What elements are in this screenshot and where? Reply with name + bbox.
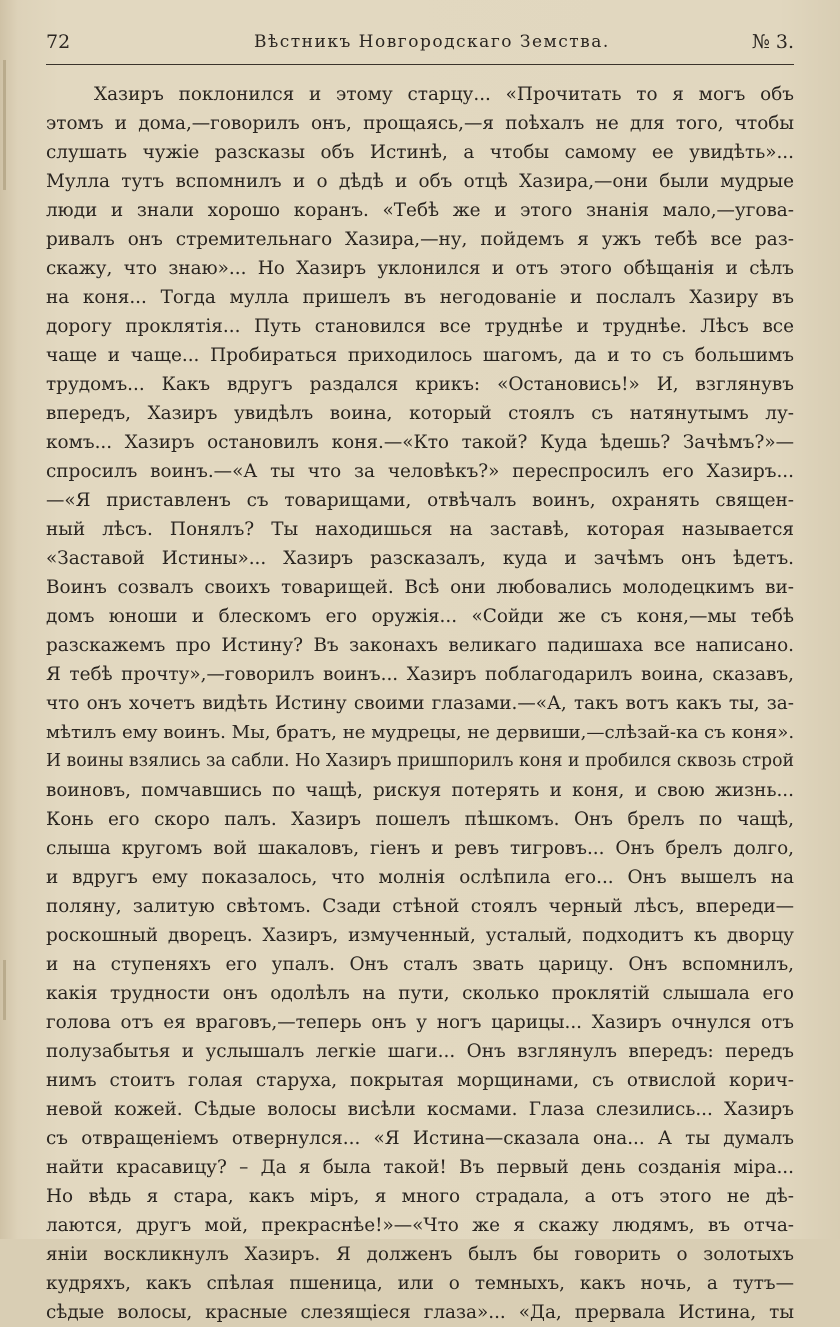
text-line: скажу, что знаю»... Но Хазиръ уклонился и отъ этого обѣщанія и сѣлъ: [46, 258, 794, 279]
text-line: комъ... Хазиръ остановилъ коня.—«Кто такой? Куда ѣдешь? Зачѣмъ?»—: [46, 432, 794, 453]
text-line: трудомъ... Какъ вдругъ раздался крикъ: «Остановись!» И, взглянувъ: [46, 374, 794, 395]
text-line: невой кожей. Сѣдые волосы висѣли космами. Глаза слезились... Хазиръ: [46, 1099, 794, 1120]
text-line: впередъ, Хазиръ увидѣлъ воина, который стоялъ съ натянутымъ лу-: [46, 403, 794, 424]
text-line: этомъ и дома,—говорилъ онъ, прощаясь,—я поѣхалъ не для того, чтобы: [46, 113, 794, 134]
text-line: слушать чужіе разсказы объ Истинѣ, а чтобы самому ее увидѣть»...: [46, 142, 794, 163]
text-line: на коня... Тогда мулла пришелъ въ негодованіе и послалъ Хазиру въ: [46, 287, 794, 308]
text-line: что онъ хочетъ видѣть Истину своими глазами.—«А, такъ вотъ какъ ты, за-: [46, 693, 794, 714]
text-line: чаще и чаще... Пробираться приходилось шагомъ, да и то съ большимъ: [46, 345, 794, 366]
text-line: Я тебѣ прочту»,—говорилъ воинъ... Хазиръ поблагодарилъ воина, сказавъ,: [46, 664, 794, 685]
text-line: роскошный дворецъ. Хазиръ, измученный, усталый, подходитъ къ дворцу: [46, 925, 794, 946]
header-rule: [46, 64, 794, 65]
text-line: яніи воскликнулъ Хазиръ. Я долженъ былъ бы говорить о золотыхъ: [46, 1244, 794, 1265]
text-line: ривалъ онъ стремительнаго Хазира,—ну, пойдемъ я ужъ тебѣ все раз-: [46, 229, 794, 250]
article-body: [46, 80, 794, 1327]
text-line: домъ юноши и блескомъ его оружія... «Сойди же съ коня,—мы тебѣ: [46, 606, 794, 627]
text-line: и на ступеняхъ его упалъ. Онъ сталъ звать царицу. Онъ вспомнилъ,: [46, 954, 794, 975]
issue-number: № 3.: [751, 31, 794, 53]
text-line: Хазиръ поклонился и этому старцу... «Прочитать то я могъ объ: [94, 84, 794, 105]
text-line: ный лѣсъ. Понялъ? Ты находишься на заставѣ, которая называется: [46, 519, 794, 540]
page-edge-shadow: [3, 960, 6, 1020]
page-number: 72: [46, 31, 71, 53]
text-line: лаются, другъ мой, прекраснѣе!»—«Что же я скажу людямъ, въ отча-: [46, 1215, 794, 1236]
text-line: «Заставой Истины»... Хазиръ разсказалъ, куда и зачѣмъ онъ ѣдетъ.: [46, 548, 794, 569]
text-line: воиновъ, помчавшись по чащѣ, рискуя потерять и коня, и свою жизнь...: [46, 780, 794, 801]
text-line: и вдругъ ему показалось, что молнія ослѣпила его... Онъ вышелъ на: [46, 867, 794, 888]
page-header: [46, 31, 794, 65]
text-line: полузабытья и услышалъ легкіе шаги... Онъ взглянулъ впередъ: передъ: [46, 1041, 794, 1062]
text-line: люди и знали хорошо коранъ. «Тебѣ же и этого знанія мало,—угова-: [46, 200, 794, 221]
text-line: съ отвращеніемъ отвернулся... «Я Истина—сказала она... А ты думалъ: [46, 1128, 794, 1149]
text-line: сѣдые волосы, красные слезящіеся глаза»... «Да, прервала Истина, ты: [46, 1302, 794, 1323]
page-edge-shadow: [3, 60, 6, 190]
text-line: дорогу проклятія... Путь становился все труднѣе и труднѣе. Лѣсъ все: [46, 316, 794, 337]
text-line: разскажемъ про Истину? Въ законахъ великаго падишаха все написано.: [46, 635, 794, 656]
text-line: голова отъ ея враговъ,—теперь онъ у ногъ царицы... Хазиръ очнулся отъ: [46, 1012, 794, 1033]
text-line: Мулла тутъ вспомнилъ и о дѣдѣ и объ отцѣ Хазира,—они были мудрые: [46, 171, 794, 192]
text-line: найти красавицу? – Да я была такой! Въ первый день созданія міра...: [46, 1157, 794, 1178]
text-line: кудряхъ, какъ спѣлая пшеница, или о темныхъ, какъ ночь, а тутъ—: [46, 1273, 794, 1294]
text-line: спросилъ воинъ.—«А ты что за человѣкъ?» переспросилъ его Хазиръ...: [46, 461, 794, 482]
text-line: нимъ стоитъ голая старуха, покрытая морщинами, съ отвислой корич-: [46, 1070, 794, 1091]
text-line: поляну, залитую свѣтомъ. Сзади стѣной стоялъ черный лѣсъ, впереди—: [46, 896, 794, 917]
text-line: Воинъ созвалъ своихъ товарищей. Всѣ они любовались молодецкимъ ви-: [46, 577, 794, 598]
text-line: Но вѣдь я стара, какъ міръ, я много страдала, а отъ этого не дѣ-: [46, 1186, 794, 1207]
text-line: мѣтилъ ему воинъ. Мы, братъ, не мудрецы, не дервиши,—слѣзай-ка съ коня».: [46, 722, 795, 743]
text-line: слыша кругомъ вой шакаловъ, гіенъ и ревъ тигровъ... Онъ брелъ долго,: [46, 838, 794, 859]
running-title: Вѣстникъ Новгородскаго Земства.: [254, 32, 610, 52]
text-line: какія трудности онъ одолѣлъ на пути, сколько проклятій слышала его: [46, 983, 794, 1004]
text-line: И воины взялись за сабли. Но Хазиръ пришпорилъ коня и пробился сквозь строй: [46, 751, 794, 771]
text-line: Конь его скоро палъ. Хазиръ пошелъ пѣшкомъ. Онъ брелъ по чащѣ,: [46, 809, 794, 830]
text-line: —«Я приставленъ съ товарищами, отвѣчалъ воинъ, охранять священ-: [46, 490, 794, 511]
